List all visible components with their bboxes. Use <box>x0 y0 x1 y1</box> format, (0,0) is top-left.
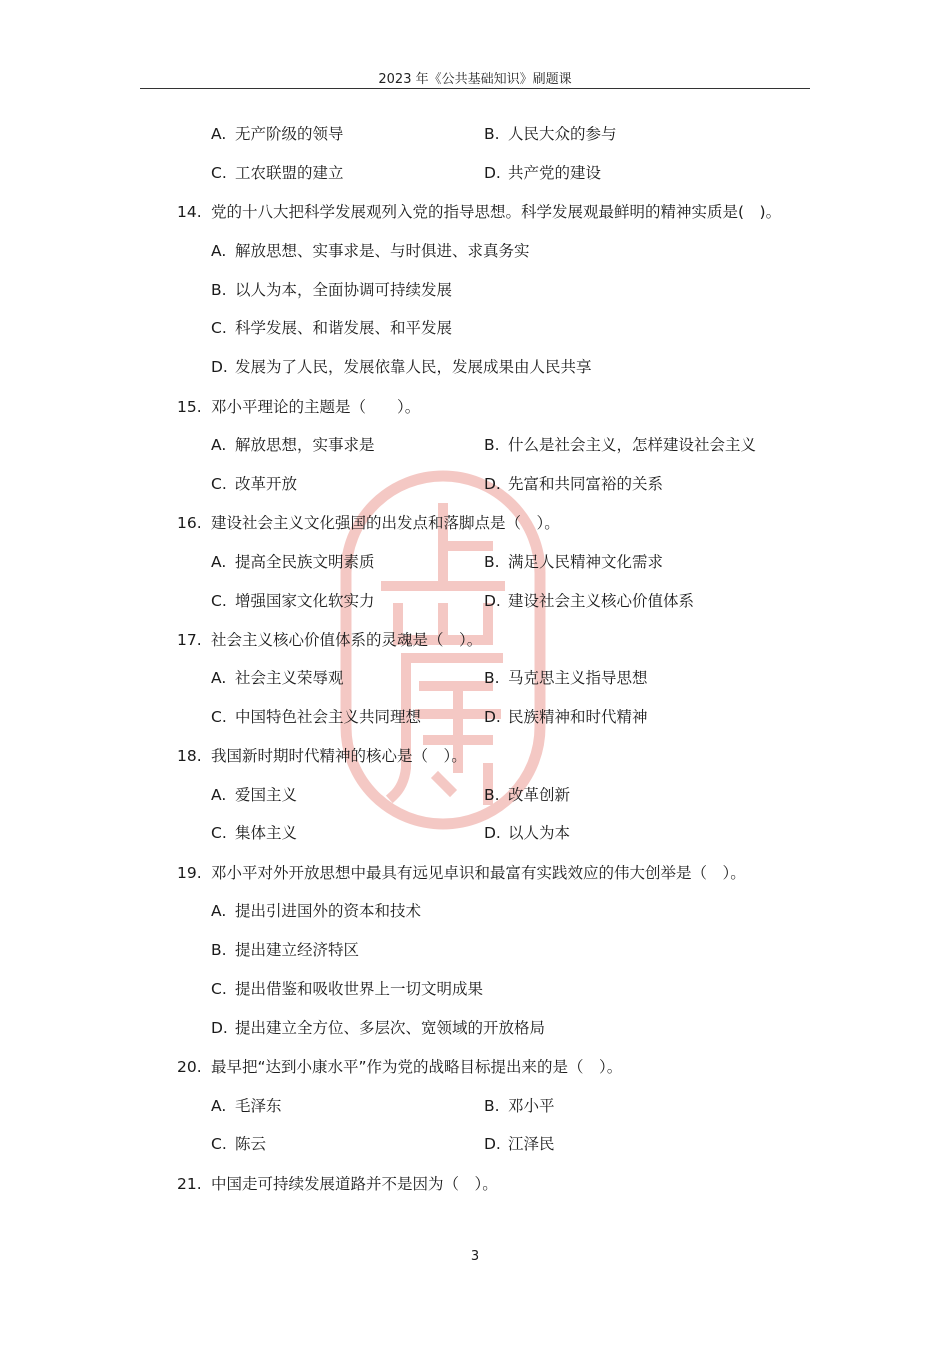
question-14-stem <box>177 202 781 222</box>
option-text: 陈云 <box>235 1135 267 1153</box>
option-text: 满足人民精神文化需求 <box>508 553 664 571</box>
option-15-c <box>211 474 297 494</box>
option-18-d <box>484 823 570 843</box>
question-19-stem <box>177 863 746 883</box>
option-20-d <box>484 1134 555 1154</box>
option-letter: C. <box>211 1135 227 1153</box>
option-text: 以人为本，全面协调可持续发展 <box>235 281 453 299</box>
option-16-c <box>211 591 375 611</box>
page-header: 2023 年《公共基础知识》刷题课 <box>378 72 572 87</box>
option-text: 以人为本 <box>508 824 571 842</box>
option-letter: A. <box>211 242 227 260</box>
option-text: 无产阶级的领导 <box>235 125 344 143</box>
option-letter: A. <box>211 669 227 687</box>
option-17-a <box>211 668 344 688</box>
option-text: 提出引进国外的资本和技术 <box>235 902 422 920</box>
option-letter: B. <box>484 553 500 571</box>
header-rule <box>140 88 810 89</box>
question-text: 邓小平对外开放思想中最具有远见卓识和最富有实践效应的伟大创举是（ ）。 <box>211 864 746 882</box>
option-17-c <box>211 707 421 727</box>
option-20-c <box>211 1134 266 1154</box>
option-letter: A. <box>211 436 227 454</box>
option-text: 社会主义荣辱观 <box>235 669 344 687</box>
option-letter: B. <box>211 941 227 959</box>
option-16-a <box>211 552 375 572</box>
option-letter: A. <box>211 786 227 804</box>
option-text: 邓小平 <box>508 1097 555 1115</box>
option-letter: C. <box>211 980 227 998</box>
option-text: 改革开放 <box>235 475 298 493</box>
question-number: 15. <box>177 398 202 416</box>
option-text: 增强国家文化软实力 <box>235 592 375 610</box>
option-letter: A. <box>211 902 227 920</box>
option-text: 工农联盟的建立 <box>235 164 344 182</box>
question-17-stem <box>177 630 482 650</box>
option-18-b <box>484 785 570 805</box>
option-letter: D. <box>484 824 501 842</box>
option-text: 提出建立经济特区 <box>235 941 360 959</box>
option-18-a <box>211 785 297 805</box>
option-letter: C. <box>211 592 227 610</box>
option-13-a <box>211 124 344 144</box>
option-18-c <box>211 823 297 843</box>
question-text: 中国走可持续发展道路并不是因为（ ）。 <box>211 1175 498 1193</box>
option-text: 建设社会主义核心价值体系 <box>508 592 695 610</box>
option-text: 爱国主义 <box>235 786 298 804</box>
option-text: 人民大众的参与 <box>508 125 617 143</box>
option-19-a <box>211 901 421 921</box>
option-letter: A. <box>211 125 227 143</box>
question-number: 17. <box>177 631 202 649</box>
option-letter: A. <box>211 1097 227 1115</box>
question-number: 14. <box>177 203 202 221</box>
question-number: 18. <box>177 747 202 765</box>
question-16-stem <box>177 513 560 533</box>
option-letter: C. <box>211 475 227 493</box>
option-13-c <box>211 163 344 183</box>
option-letter: A. <box>211 553 227 571</box>
question-text: 我国新时期时代精神的核心是（ ）。 <box>211 747 467 765</box>
option-letter: C. <box>211 824 227 842</box>
option-15-d <box>484 474 663 494</box>
option-letter: D. <box>484 475 501 493</box>
option-letter: B. <box>484 436 500 454</box>
option-20-b <box>484 1096 555 1116</box>
option-letter: B. <box>484 669 500 687</box>
option-19-b <box>211 940 359 960</box>
option-text: 解放思想，实事求是 <box>235 436 375 454</box>
question-18-stem <box>177 746 467 766</box>
option-16-d <box>484 591 694 611</box>
option-text: 民族精神和时代精神 <box>508 708 648 726</box>
option-letter: D. <box>211 1019 228 1037</box>
option-text: 什么是社会主义，怎样建设社会主义 <box>508 436 757 454</box>
option-16-b <box>484 552 663 572</box>
option-17-b <box>484 668 648 688</box>
question-text: 社会主义核心价值体系的灵魂是（ ）。 <box>211 631 483 649</box>
option-text: 科学发展、和谐发展、和平发展 <box>235 319 453 337</box>
question-21-stem <box>177 1174 498 1194</box>
option-text: 共产党的建设 <box>508 164 602 182</box>
option-text: 先富和共同富裕的关系 <box>508 475 664 493</box>
option-text: 提高全民族文明素质 <box>235 553 375 571</box>
option-20-a <box>211 1096 282 1116</box>
option-19-d <box>211 1018 545 1038</box>
option-letter: C. <box>211 319 227 337</box>
option-text: 发展为了人民，发展依靠人民，发展成果由人民共享 <box>235 358 592 376</box>
question-text: 邓小平理论的主题是（ ）。 <box>211 398 421 416</box>
question-text: 最早把“达到小康水平”作为党的战略目标提出来的是（ ）。 <box>211 1058 623 1076</box>
option-letter: B. <box>211 281 227 299</box>
option-13-b <box>484 124 617 144</box>
option-text: 马克思主义指导思想 <box>508 669 648 687</box>
option-letter: C. <box>211 164 227 182</box>
option-text: 提出建立全方位、多层次、宽领域的开放格局 <box>235 1019 546 1037</box>
question-number: 19. <box>177 864 202 882</box>
question-15-stem <box>177 397 420 417</box>
option-letter: C. <box>211 708 227 726</box>
question-text: 党的十八大把科学发展观列入党的指导思想。科学发展观最鲜明的精神实质是( )。 <box>211 203 782 221</box>
option-text: 提出借鉴和吸收世界上一切文明成果 <box>235 980 484 998</box>
question-number: 16. <box>177 514 202 532</box>
option-14-c <box>211 318 452 338</box>
option-letter: D. <box>484 1135 501 1153</box>
option-17-d <box>484 707 648 727</box>
option-15-b <box>484 435 756 455</box>
page-number: 3 <box>470 1249 480 1264</box>
option-text: 解放思想、实事求是、与时俱进、求真务实 <box>235 242 530 260</box>
option-15-a <box>211 435 375 455</box>
option-text: 集体主义 <box>235 824 298 842</box>
option-13-d <box>484 163 601 183</box>
option-14-d <box>211 357 592 377</box>
option-text: 毛泽东 <box>235 1097 282 1115</box>
question-20-stem <box>177 1057 622 1077</box>
option-14-b <box>211 280 452 300</box>
option-letter: D. <box>484 708 501 726</box>
question-number: 21. <box>177 1175 202 1193</box>
option-text: 中国特色社会主义共同理想 <box>235 708 422 726</box>
option-letter: D. <box>211 358 228 376</box>
option-14-a <box>211 241 530 261</box>
option-letter: B. <box>484 1097 500 1115</box>
option-letter: D. <box>484 164 501 182</box>
option-text: 江泽民 <box>508 1135 555 1153</box>
option-letter: B. <box>484 786 500 804</box>
option-text: 改革创新 <box>508 786 571 804</box>
option-letter: D. <box>484 592 501 610</box>
option-letter: B. <box>484 125 500 143</box>
question-number: 20. <box>177 1058 202 1076</box>
option-19-c <box>211 979 483 999</box>
question-text: 建设社会主义文化强国的出发点和落脚点是（ ）。 <box>211 514 560 532</box>
